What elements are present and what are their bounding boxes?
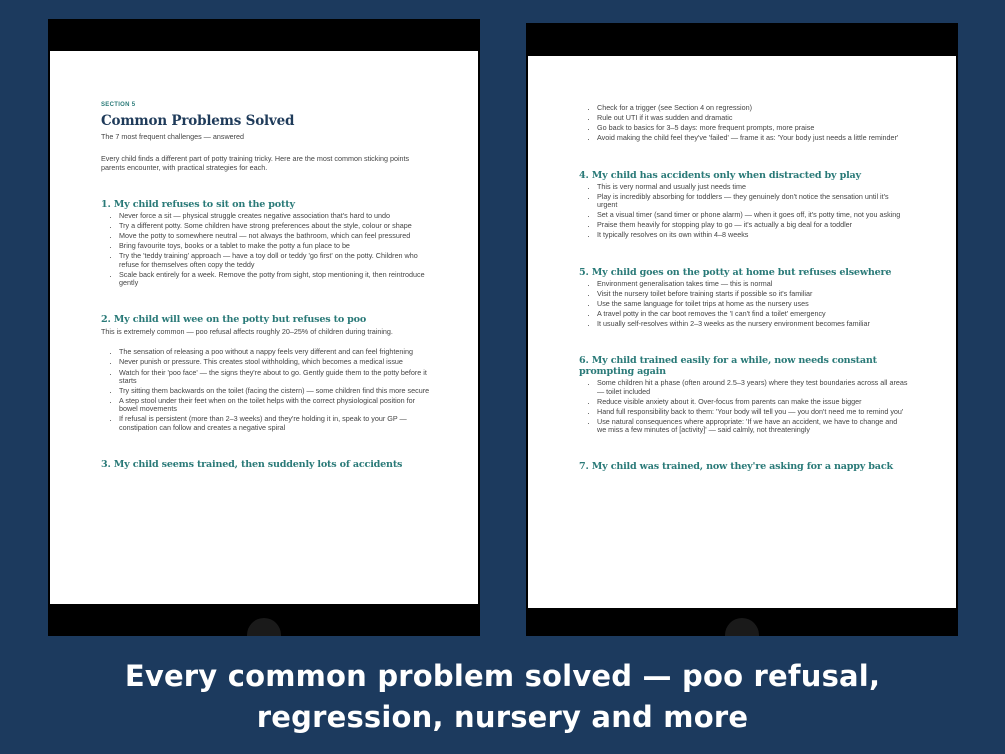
- problem-7-heading: 7. My child was trained, now they're asking for a nappy back: [579, 461, 893, 473]
- caption-line-1: Every common problem solved — poo refusal,: [124, 659, 881, 693]
- left-page: [101, 51, 430, 470]
- tablet-right-screen: [528, 56, 956, 608]
- list-item: • Never force a sit — physical struggle creates negative association that's hard to undo: [119, 212, 430, 220]
- problem-6-list: [579, 379, 908, 434]
- list-item: • A step stool under their feet when on the toilet helps with the correct physiological position for bowel movements: [119, 397, 430, 414]
- tablet-right: [526, 23, 958, 636]
- list-item: • Use natural consequences where appropriate: 'If we have an accident, we have to change and we miss a few minutes of [activity]' — said calmly, not threateningly: [597, 418, 908, 435]
- problem-5-heading: 5. My child goes on the potty at home but refuses elsewhere: [579, 266, 892, 278]
- list-item: • Scale back entirely for a week. Remove the potty from sight, stop mentioning it, then reintroduce gently: [119, 271, 430, 288]
- list-item: • Hand full responsibility back to them: 'Your body will tell you — you don't need me to remind you': [597, 408, 908, 416]
- problem-2-heading: 2. My child will wee on the potty but refuses to poo: [101, 314, 367, 326]
- list-item: • Try sitting them backwards on the toilet (facing the cistern) — some children find this more secure: [119, 387, 430, 395]
- problem-5-list: [579, 280, 908, 329]
- page-title: Common Problems Solved: [101, 113, 295, 129]
- tablet-left: [48, 19, 480, 636]
- list-item: • Check for a trigger (see Section 4 on regression): [597, 104, 908, 112]
- problem-2-list: [101, 348, 430, 432]
- list-item: • The sensation of releasing a poo without a nappy feels very different and can feel frightening: [119, 348, 430, 356]
- list-item: • Set a visual timer (sand timer or phone alarm) — when it goes off, it's potty time, not you asking: [597, 211, 908, 219]
- list-item: • Rule out UTI if it was sudden and dramatic: [597, 114, 908, 122]
- list-item: • It usually self-resolves within 2–3 weeks as the nursery environment becomes familiar: [597, 320, 908, 328]
- home-button: [725, 618, 759, 636]
- list-item: • Avoid making the child feel they've 'failed' — frame it as: 'Your body just needs a little reminder': [597, 134, 908, 142]
- continued-list: [579, 104, 908, 143]
- list-item: • Bring favourite toys, books or a tablet to make the potty a fun place to be: [119, 242, 430, 250]
- list-item: • Try the 'teddy training' approach — have a toy doll or teddy 'go first' on the potty. Children who refuse for themselves often copy the teddy: [119, 252, 430, 269]
- caption-line-2: regression, nursery and more: [256, 700, 749, 734]
- section-label: SECTION 5: [101, 102, 136, 108]
- problem-1-list: [101, 212, 430, 287]
- list-item: • Try a different potty. Some children have strong preferences about the style, colour or shape: [119, 222, 430, 230]
- intro-paragraph: Every child finds a different part of potty training tricky. Here are the most common sticking points parents encounter, with practical strategies for each.: [101, 154, 410, 172]
- list-item: • Play is incredibly absorbing for toddlers — they genuinely don't notice the sensation until it's urgent: [597, 193, 908, 210]
- problem-2-note: This is extremely common — poo refusal affects roughly 20–25% of children during training.: [101, 327, 393, 337]
- list-item: • Go back to basics for 3–5 days: more frequent prompts, more praise: [597, 124, 908, 132]
- list-item: • Some children hit a phase (often around 2.5–3 years) where they test boundaries across all areas — toilet included: [597, 379, 908, 396]
- problem-6-heading: 6. My child trained easily for a while, now needs constant prompting again: [579, 355, 877, 378]
- list-item: • Never punish or pressure. This creates stool withholding, which becomes a medical issue: [119, 358, 430, 366]
- list-item: • This is very normal and usually just needs time: [597, 183, 908, 191]
- page-subtitle: The 7 most frequent challenges — answered: [101, 132, 245, 141]
- list-item: • Environment generalisation takes time — this is normal: [597, 280, 908, 288]
- list-item: • Reduce visible anxiety about it. Over-focus from parents can make the issue bigger: [597, 398, 908, 406]
- problem-1-heading: 1. My child refuses to sit on the potty: [101, 199, 295, 210]
- list-item: • Use the same language for toilet trips at home as the nursery uses: [597, 300, 908, 308]
- list-item: • Praise them heavily for stopping play to go — it's actually a big deal for a toddler: [597, 221, 908, 229]
- home-button: [247, 618, 281, 636]
- problem-4-list: [579, 183, 908, 240]
- list-item: • Watch for their 'poo face' — the signs they're about to go. Gently guide them to the potty before it starts: [119, 369, 430, 386]
- problem-3-heading: 3. My child seems trained, then suddenly lots of accidents: [101, 459, 403, 471]
- problem-4-heading: 4. My child has accidents only when distracted by play: [579, 169, 861, 181]
- list-item: • A travel potty in the car boot removes the 'I can't find a toilet' emergency: [597, 310, 908, 318]
- right-page: [579, 104, 908, 472]
- list-item: • Visit the nursery toilet before training starts if possible so it's familiar: [597, 290, 908, 298]
- promo-caption: [0, 656, 1005, 738]
- list-item: • It typically resolves on its own within 4–8 weeks: [597, 231, 908, 239]
- list-item: • Move the potty to somewhere neutral — not always the bathroom, which can feel pressured: [119, 232, 430, 240]
- tablet-left-screen: [50, 51, 478, 604]
- list-item: • If refusal is persistent (more than 2–3 weeks) and they're holding it in, speak to your GP — constipation can follow and creates a negative spiral: [119, 415, 430, 432]
